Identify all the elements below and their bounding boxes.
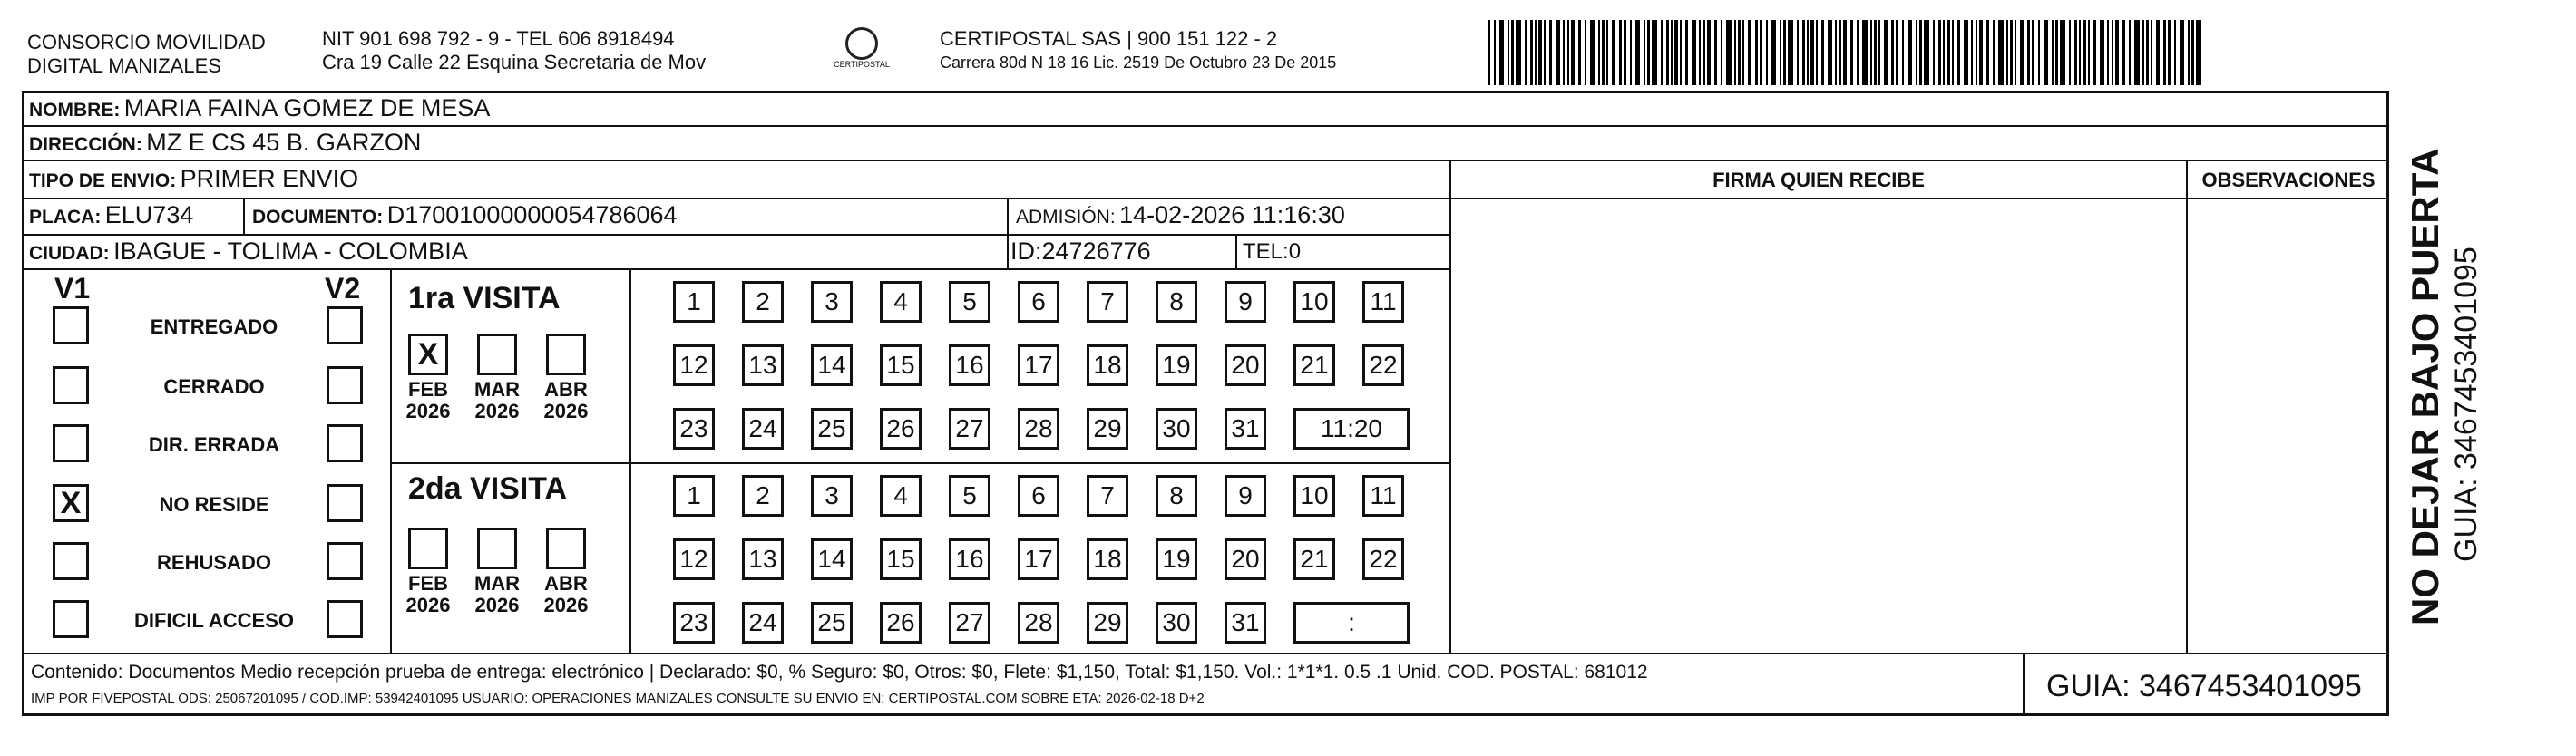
tipo-envio-label: TIPO DE ENVIO: — [29, 170, 177, 191]
day-box[interactable]: 28 — [1018, 602, 1059, 644]
tipo-envio-row — [29, 165, 358, 193]
id-cell — [1010, 237, 1151, 266]
v2-mark — [329, 427, 360, 460]
status-label: DIFICIL ACCESO — [133, 609, 294, 632]
day-box[interactable]: 21 — [1293, 538, 1335, 580]
day-box[interactable]: 19 — [1156, 538, 1197, 580]
month-name: FEB — [408, 378, 448, 401]
direccion-label: DIRECCIÓN: — [29, 134, 142, 155]
id-label: ID: — [1010, 237, 1042, 265]
month-year: 2026 — [405, 400, 451, 422]
col-divider — [243, 198, 245, 234]
imp-line: IMP POR FIVEPOSTAL ODS: 25067201095 / COD.IMP: 53942401095 USUARIO: OPERACIONES MANIZALES CONSULTE SU ENVIO EN: CERTIPOSTAL.COM SOBRE ETA: 2026-02-18 D+2 — [31, 691, 1205, 706]
day-box[interactable]: 31 — [1225, 602, 1266, 644]
company-contact — [322, 27, 706, 74]
logo-label: CERTIPOSTAL — [834, 60, 890, 69]
v2-checkbox[interactable] — [327, 424, 363, 462]
tipo-envio-value: PRIMER ENVIO — [180, 165, 359, 192]
v2-checkbox[interactable] — [327, 600, 363, 638]
day-box[interactable]: 29 — [1087, 408, 1128, 450]
v1-mark — [55, 369, 86, 402]
day-box[interactable]: 12 — [673, 344, 715, 386]
v1-label: V1 — [54, 272, 91, 305]
v1-mark: X — [60, 485, 82, 520]
day-box[interactable]: 14 — [811, 538, 853, 580]
v1-checkbox[interactable] — [53, 306, 89, 344]
month-checkbox[interactable] — [546, 528, 586, 569]
nit-line: NIT 901 698 792 - 9 - TEL 606 8918494 — [322, 27, 675, 50]
visit2-title: 2da VISITA — [408, 471, 568, 506]
v2-label: V2 — [325, 272, 361, 305]
documento-value: D17001000000054786064 — [386, 201, 678, 228]
footer-guia: GUIA: 3467453401095 — [2046, 669, 2362, 703]
month-name: MAR — [473, 572, 521, 595]
tel-value: 0 — [1288, 239, 1302, 264]
observaciones-label: OBSERVACIONES — [2201, 169, 2376, 191]
v2-mark — [329, 545, 360, 577]
day-box[interactable]: 30 — [1156, 602, 1197, 644]
status-label: CERRADO — [163, 375, 265, 398]
day-box[interactable]: 9 — [1225, 475, 1266, 517]
status-label: REHUSADO — [157, 551, 271, 574]
month-label — [539, 573, 593, 616]
visit-divider — [390, 462, 1449, 464]
day-box[interactable]: 7 — [1087, 475, 1128, 517]
month-mark: X — [417, 336, 439, 372]
day-box[interactable]: 18 — [1087, 344, 1128, 386]
day-box[interactable]: 26 — [880, 602, 922, 644]
v2-checkbox[interactable] — [327, 484, 363, 522]
v1-checkbox[interactable] — [53, 366, 89, 404]
v1-checkbox[interactable] — [53, 424, 89, 462]
month-mark — [549, 530, 583, 567]
day-box[interactable]: 21 — [1293, 344, 1335, 386]
day-box[interactable]: 15 — [880, 344, 922, 386]
day-box[interactable]: 24 — [742, 408, 784, 450]
direccion-row — [29, 129, 421, 157]
month-mark — [549, 336, 583, 373]
address-line: Cra 19 Calle 22 Esquina Secretaria de Mov — [322, 51, 707, 73]
month-name: MAR — [473, 378, 521, 401]
v2-checkbox[interactable] — [327, 306, 363, 344]
certipostal-info — [940, 27, 1336, 74]
placa-cell — [29, 201, 193, 229]
day-box[interactable]: 12 — [673, 538, 715, 580]
nombre-value: MARIA FAINA GOMEZ DE MESA — [123, 94, 491, 121]
v1-mark — [55, 545, 86, 577]
month-checkbox[interactable] — [546, 334, 586, 375]
day-box[interactable]: 20 — [1225, 538, 1266, 580]
month-mark — [411, 530, 445, 567]
day-box[interactable]: 22 — [1362, 538, 1404, 580]
col-divider — [2023, 653, 2025, 716]
day-box[interactable]: 23 — [673, 408, 715, 450]
month-year: 2026 — [543, 400, 589, 422]
day-box[interactable]: 18 — [1087, 538, 1128, 580]
admision-value: 14-02-2026 11:16:30 — [1119, 201, 1345, 228]
day-box[interactable]: 15 — [880, 538, 922, 580]
company-name — [27, 31, 266, 78]
time-box[interactable]: : — [1293, 602, 1410, 644]
placa-label: PLACA: — [29, 207, 102, 228]
day-box[interactable]: 1 — [673, 475, 715, 517]
company-line-2: DIGITAL MANIZALES — [27, 54, 221, 77]
v2-mark — [329, 309, 360, 342]
day-box[interactable]: 9 — [1225, 281, 1266, 323]
month-label — [539, 379, 593, 422]
row-divider — [22, 198, 2389, 199]
month-year: 2026 — [474, 400, 520, 422]
day-box[interactable]: 3 — [811, 281, 853, 323]
day-box[interactable]: 19 — [1156, 344, 1197, 386]
day-box[interactable]: 25 — [811, 602, 853, 644]
day-box[interactable]: 8 — [1156, 475, 1197, 517]
day-box[interactable]: 10 — [1293, 475, 1335, 517]
day-box[interactable]: 5 — [949, 475, 990, 517]
month-year: 2026 — [543, 594, 589, 616]
col-divider — [2186, 160, 2188, 653]
month-label — [470, 573, 524, 616]
month-checkbox[interactable] — [477, 334, 517, 375]
day-box[interactable]: 1 — [673, 281, 715, 323]
day-box[interactable]: 5 — [949, 281, 990, 323]
month-mark — [480, 530, 514, 567]
admision-cell — [1016, 201, 1345, 229]
day-box[interactable]: 7 — [1087, 281, 1128, 323]
certipostal-line-1: CERTIPOSTAL SAS | 900 151 122 - 2 — [940, 27, 1278, 50]
side-guia: GUIA: 3467453401095 — [2449, 247, 2483, 562]
month-checkbox[interactable] — [408, 528, 448, 569]
nombre-label: NOMBRE: — [29, 100, 121, 121]
month-label — [470, 379, 524, 422]
v1-checkbox[interactable] — [53, 484, 89, 522]
documento-label: DOCUMENTO: — [252, 207, 384, 228]
day-box[interactable]: 31 — [1225, 408, 1266, 450]
col-divider — [629, 268, 631, 653]
day-box[interactable]: 8 — [1156, 281, 1197, 323]
company-line-1: CONSORCIO MOVILIDAD — [27, 31, 266, 53]
month-label — [401, 379, 455, 422]
day-box[interactable]: 30 — [1156, 408, 1197, 450]
day-box[interactable]: 10 — [1293, 281, 1335, 323]
month-label — [401, 573, 455, 616]
day-box[interactable]: 16 — [949, 344, 990, 386]
day-box[interactable]: 17 — [1018, 538, 1059, 580]
day-box[interactable]: 28 — [1018, 408, 1059, 450]
admision-label: ADMISIÓN: — [1016, 207, 1116, 228]
day-box[interactable]: 6 — [1018, 281, 1059, 323]
day-box[interactable]: 11 — [1362, 475, 1404, 517]
row-divider — [22, 125, 2389, 127]
contenido-line: Contenido: Documentos Medio recepción prueba de entrega: electrónico | Declarado: $0, % Seguro: $0, Otros: $0, Flete: $1,150, Total: $1,150. Vol.: 1*1*1. 0.5 .1 Unid. COD. POSTAL: 681012 — [31, 662, 1648, 683]
day-box[interactable]: 2 — [742, 475, 784, 517]
month-checkbox[interactable] — [408, 334, 448, 375]
day-box[interactable]: 26 — [880, 408, 922, 450]
visit1-title: 1ra VISITA — [408, 281, 561, 315]
day-box[interactable]: 13 — [742, 344, 784, 386]
v2-mark — [329, 603, 360, 635]
day-box[interactable]: 20 — [1225, 344, 1266, 386]
day-box[interactable]: 23 — [673, 602, 715, 644]
ciudad-value: IBAGUE - TOLIMA - COLOMBIA — [113, 237, 468, 265]
status-label: ENTREGADO — [150, 315, 278, 338]
v1-mark — [55, 309, 86, 342]
tel-label: TEL: — [1243, 239, 1289, 264]
day-box[interactable]: 3 — [811, 475, 853, 517]
day-box[interactable]: 27 — [949, 602, 990, 644]
no-dejar-bajo-puerta: NO DEJAR BAJO PUERTA — [2404, 148, 2446, 625]
col-divider — [1235, 234, 1237, 268]
month-name: ABR — [544, 378, 588, 401]
row-divider — [22, 268, 1449, 270]
row-divider — [22, 653, 2389, 654]
row-divider — [22, 160, 2389, 161]
month-mark — [480, 336, 514, 373]
v1-mark — [55, 603, 86, 635]
day-box[interactable]: 14 — [811, 344, 853, 386]
documento-cell — [252, 201, 678, 229]
day-box[interactable]: 4 — [880, 475, 922, 517]
nombre-row — [29, 94, 490, 122]
day-box[interactable]: 22 — [1362, 344, 1404, 386]
day-box[interactable]: 29 — [1087, 602, 1128, 644]
v2-mark — [329, 369, 360, 402]
day-box[interactable]: 4 — [880, 281, 922, 323]
day-box[interactable]: 6 — [1018, 475, 1059, 517]
day-box[interactable]: 27 — [949, 408, 990, 450]
ciudad-row — [29, 237, 468, 266]
month-name: FEB — [408, 572, 448, 595]
status-label: DIR. ERRADA — [148, 433, 280, 456]
direccion-value: MZ E CS 45 B. GARZON — [146, 129, 422, 156]
v1-checkbox[interactable] — [53, 542, 89, 580]
day-box[interactable]: 24 — [742, 602, 784, 644]
col-divider — [1449, 160, 1451, 653]
month-year: 2026 — [474, 594, 520, 616]
certipostal-line-2: Carrera 80d N 18 16 Lic. 2519 De Octubro 23 De 2015 — [940, 53, 1337, 72]
v2-checkbox[interactable] — [327, 366, 363, 404]
day-box[interactable]: 25 — [811, 408, 853, 450]
id-value: 24726776 — [1041, 237, 1151, 265]
month-checkbox[interactable] — [477, 528, 517, 569]
v1-checkbox[interactable] — [53, 600, 89, 638]
day-box[interactable]: 2 — [742, 281, 784, 323]
month-year: 2026 — [405, 594, 451, 616]
day-box[interactable]: 13 — [742, 538, 784, 580]
v1-mark — [55, 427, 86, 460]
v2-mark — [329, 487, 360, 519]
barcode-icon — [1488, 20, 2213, 85]
certipostal-logo — [825, 27, 898, 69]
col-divider — [390, 268, 392, 653]
month-name: ABR — [544, 572, 588, 595]
firma-label: FIRMA QUIEN RECIBE — [1712, 169, 1925, 191]
day-box[interactable]: 16 — [949, 538, 990, 580]
status-label: NO RESIDE — [159, 493, 269, 516]
v2-checkbox[interactable] — [327, 542, 363, 580]
placa-value: ELU734 — [104, 201, 194, 228]
time-box[interactable]: 11:20 — [1293, 408, 1410, 450]
day-box[interactable]: 11 — [1362, 281, 1404, 323]
col-divider — [1007, 198, 1009, 268]
logo-icon — [845, 27, 878, 60]
tel-cell — [1243, 239, 1301, 265]
ciudad-label: CIUDAD: — [29, 243, 110, 264]
day-box[interactable]: 17 — [1018, 344, 1059, 386]
